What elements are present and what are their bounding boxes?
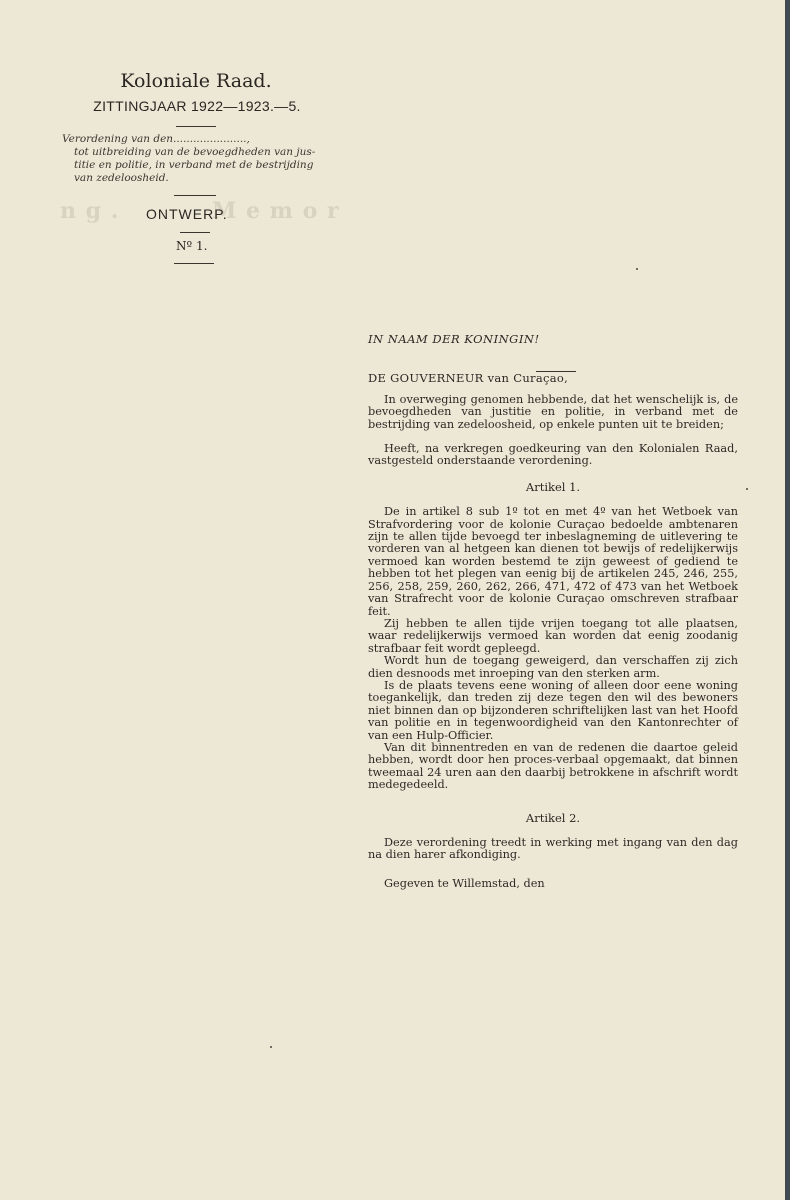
paper-speck <box>746 488 748 490</box>
divider <box>174 263 214 264</box>
article-1-paragraph-4: Is de plaats tevens eene woning of alleen door eene woning toegankelijk, dan treden zij deze tegen den wil des bewoners niet binnen dan op bijzonderen schriftelijken last van het Hoofd van politie en in tegenwoordigheid van den Kantonrechter of van een Hulp-Officier. <box>368 678 738 742</box>
invocation: IN NAAM DER KONINGIN! <box>368 332 540 346</box>
regulation-body <box>368 333 738 890</box>
session-year: ZITTINGJAAR 1922—1923.—5. <box>93 98 301 114</box>
article-2-paragraph-1: Deze verordening treedt in werking met ingang van den dag na dien harer afkondiging. <box>368 836 738 862</box>
divider <box>176 126 216 127</box>
article-1-paragraph-5: Van dit binnentreden en van de redenen die daartoe geleid hebben, wordt door hen proces-verbaal opgemaakt, dat binnen tweemaal 24 uren aan den daarbij betrokkene in afschrift wordt medegedeeld. <box>368 740 738 792</box>
article-1-paragraph-3: Wordt hun de toegang geweigerd, dan verschaffen zij zich dien desnoods met inroeping van den sterken arm. <box>368 654 738 680</box>
header-block <box>62 70 334 264</box>
article-1-paragraph-1: De in artikel 8 sub 1º tot en met 4º van het Wetboek van Strafvordering voor de kolonie Curaçao bedoelde ambtenaren zijn te allen tijde bevoegd ter inbeslagneming de uitlevering te vorderen van al hetgeen kan dienen tot bewijs of redelijkerwijs vermoed kan worden bestemd te zijn geweest of gediend te hebben tot het plegen van eenig bij de artikelen 245, 246, 255, 256, 258, 259, 260, 262, 266, 471, 472 of 473 van het Wetboek van Strafrecht voor de kolonie Curaçao omschreven strafbaar feit. <box>368 505 738 618</box>
bleed-through-text: n g . <box>60 198 120 224</box>
given-at: Gegeven te Willemstad, den <box>384 876 545 890</box>
divider <box>180 232 210 233</box>
article-1-paragraph-2: Zij hebben te allen tijde vrijen toegang tot alle plaatsen, waar redelijkerwijs vermoed kan worden dat eenig zoodanig strafbaar feit wordt gepleegd. <box>368 616 738 655</box>
paper-speck <box>636 268 638 270</box>
article-1-title: Artikel 1. <box>525 479 581 494</box>
bleed-through-text: M e m o r <box>212 198 340 224</box>
scanner-edge <box>785 0 790 1200</box>
governor-heading: DE GOUVERNEUR van Curaçao, <box>368 371 569 386</box>
draft-label: ONTWERP. <box>146 206 228 222</box>
article-2-title: Artikel 2. <box>525 810 581 825</box>
document-number: Nº 1. <box>176 239 208 253</box>
enactment-clause: Heeft, na verkregen goedkeuring van den Kolonialen Raad, vastgesteld onderstaande verordening. <box>368 442 738 468</box>
document-title: Koloniale Raad. <box>120 70 272 92</box>
paper-speck <box>270 1046 272 1048</box>
regulation-description: Verordening van den......................, tot uitbreiding van de bevoegdheden van jus- titie en politie, in verband met de bestrijding van zedeloosheid. <box>62 133 316 184</box>
preamble: In overweging genomen hebbende, dat het wenschelijk is, de bevoegdheden van justitie en politie, in verband met de bestrijding van zedeloosheid, op enkele punten uit te breiden; <box>368 392 738 431</box>
divider <box>174 195 216 196</box>
